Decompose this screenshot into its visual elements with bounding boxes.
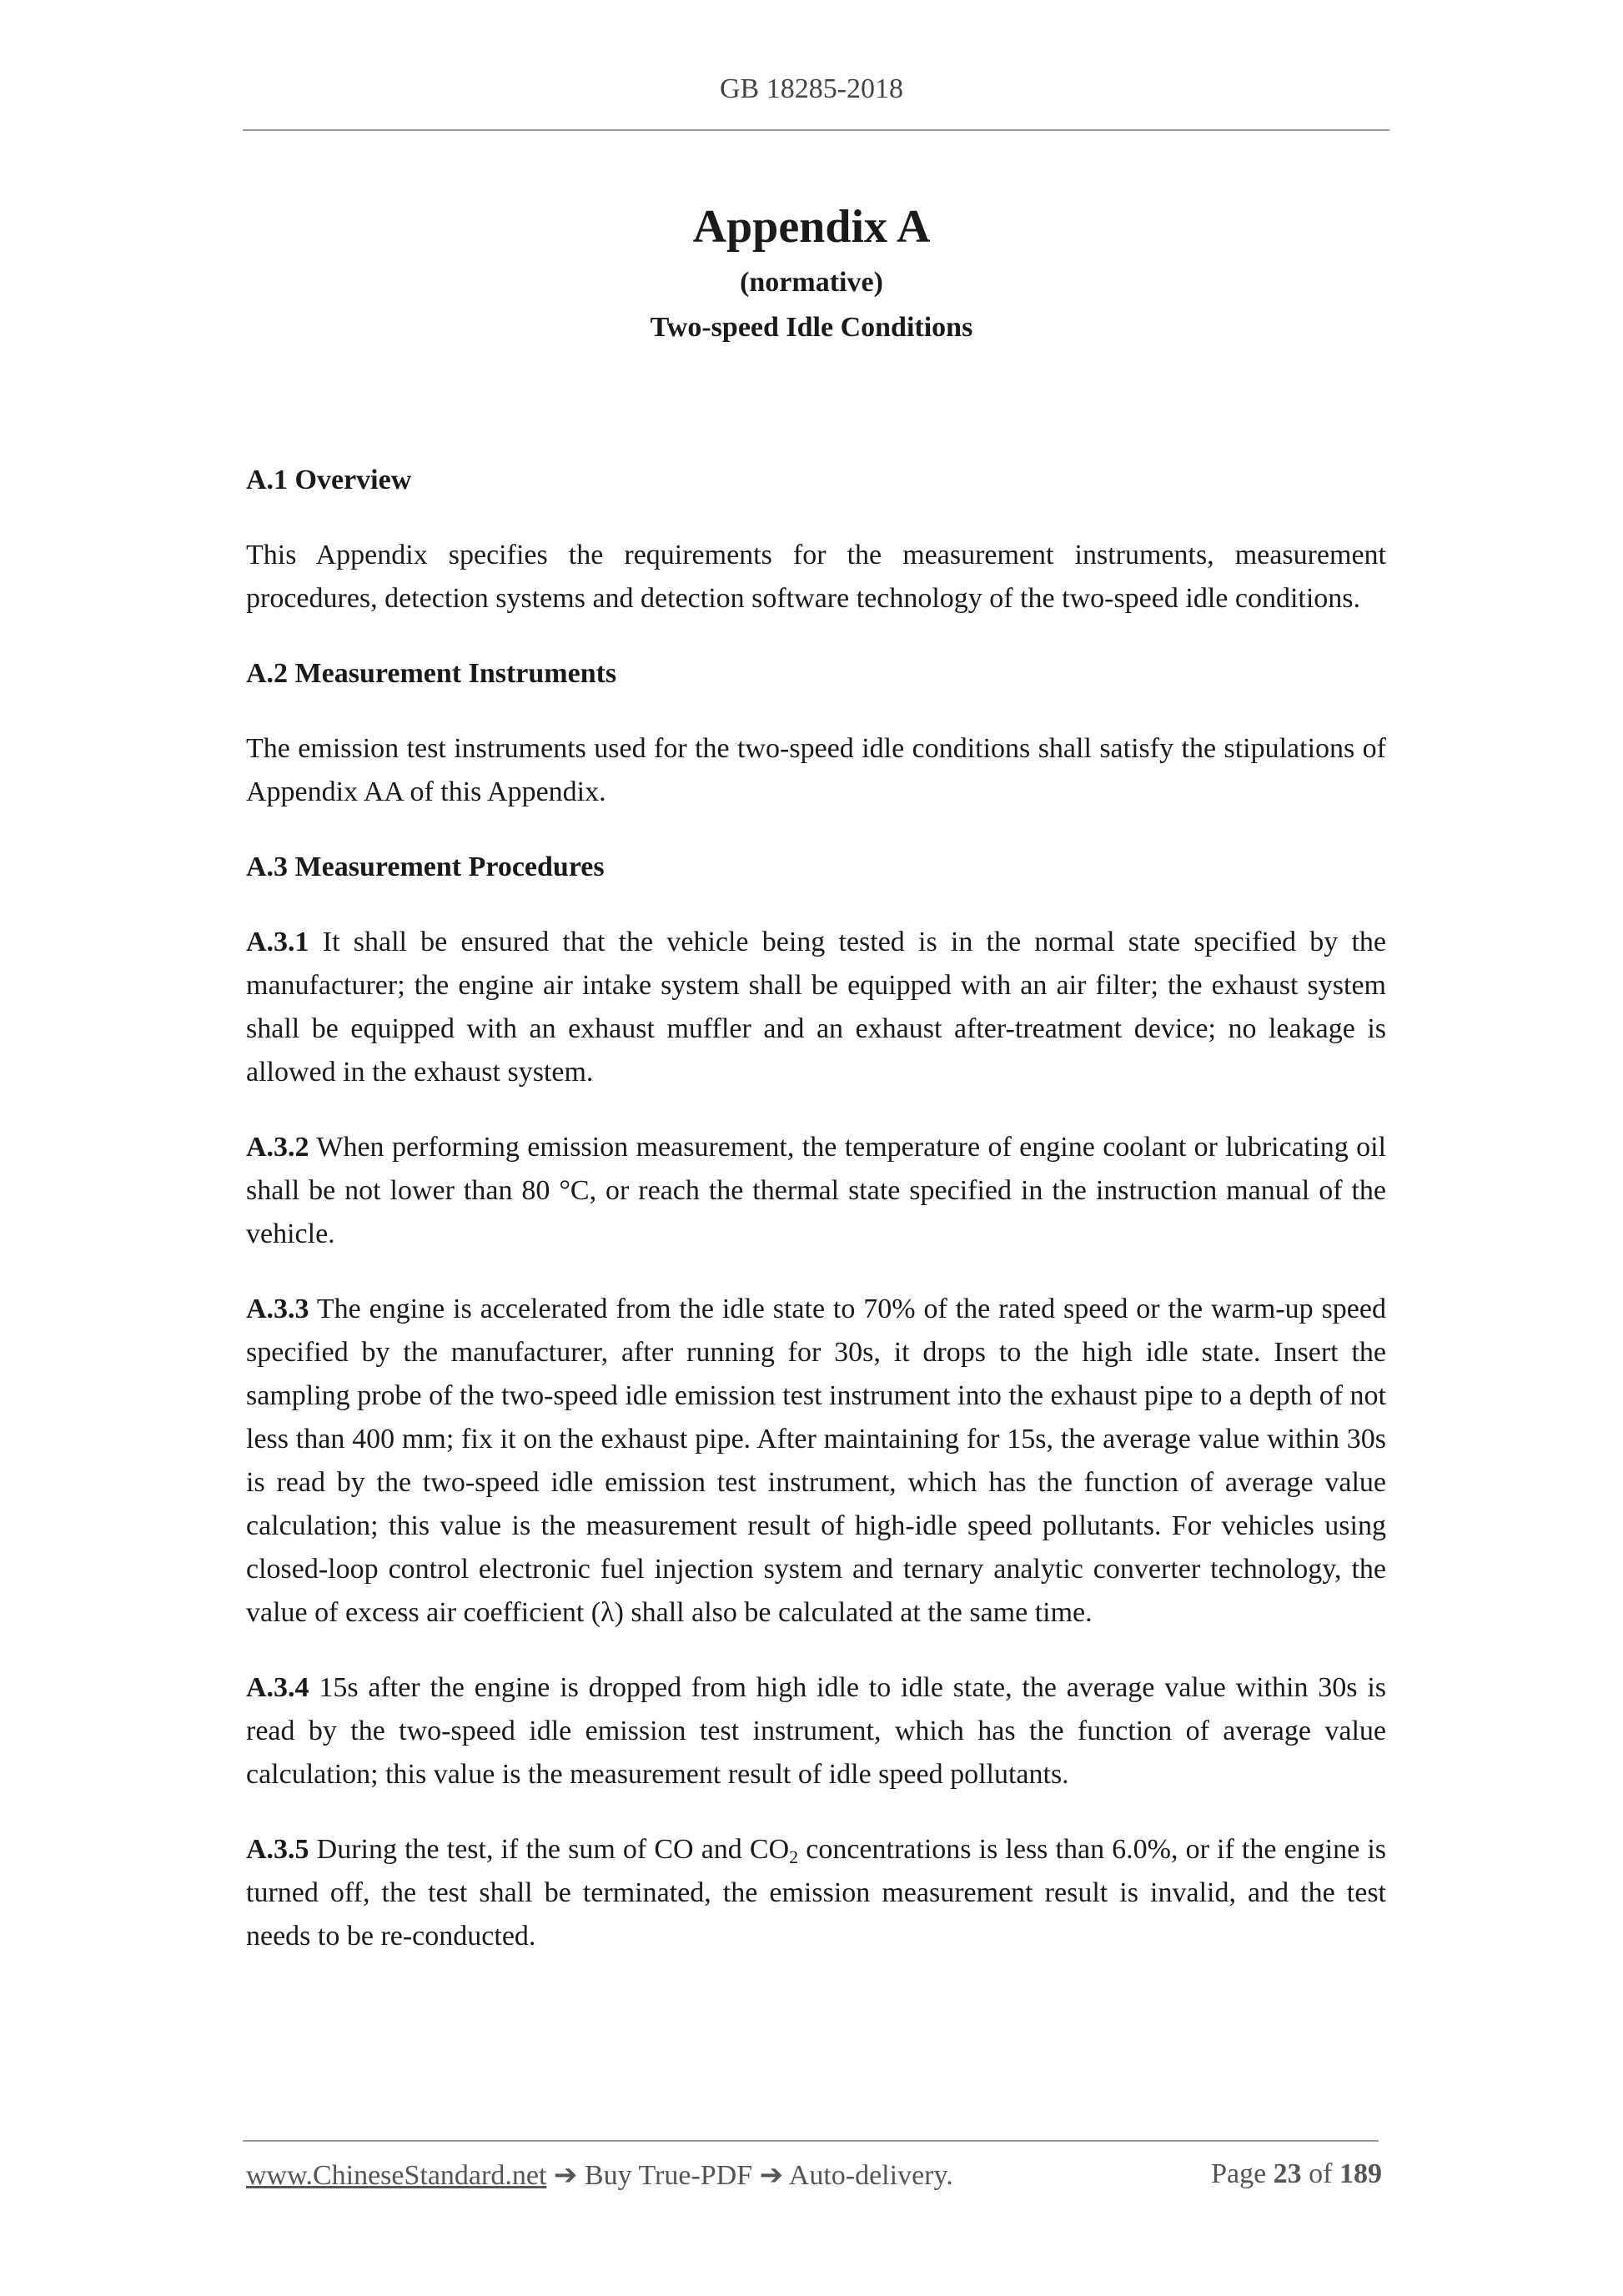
header-divider [243,129,1389,131]
appendix-subtitle: Two-speed Idle Conditions [650,312,973,343]
footer-promo [246,2158,953,2192]
section-heading-a1: A.1 Overview [246,465,412,495]
appendix-type: (normative) [740,267,883,298]
clause-text: 15s after the engine is dropped from high idle to idle state, the average value within 30s is read by the two-speed idle emission test instrument, which has the function of average value calculation; this value is the measurement result of idle speed pollutants. [246,1672,1386,1790]
clause-number: A.3.2 [246,1132,309,1163]
clause-number: A.3.1 [246,927,309,957]
auto-delivery-text: Auto-delivery. [788,2160,953,2191]
clause-number: A.3.4 [246,1672,309,1703]
clause-a3-2 [246,1126,1386,1256]
document-id-header: GB 18285-2018 [719,73,904,104]
arrow-icon: ➔ [553,2160,578,2191]
clause-text: During the test, if the sum of CO and CO [309,1834,790,1865]
page-number: 23 [1273,2158,1302,2189]
clause-number: A.3.5 [246,1834,309,1865]
of-label: of [1309,2158,1333,2189]
title-block [0,193,1623,350]
clause-a3-3 [246,1288,1386,1635]
clause-a3-1 [246,921,1386,1094]
section-a1-paragraph: This Appendix specifies the requirements for the measurement instruments, measurement procedures, detection systems and detection software technology of the two-speed idle conditions. [246,540,1386,614]
subscript-2: 2 [789,1846,799,1867]
website-link[interactable]: www.ChineseStandard.net [246,2160,547,2191]
footer-divider [243,2140,1379,2142]
buy-pdf-text: Buy True-PDF [584,2160,753,2191]
clause-number: A.3.3 [246,1294,309,1324]
section-a2-paragraph: The emission test instruments used for the two-speed idle conditions shall satisfy the stipulations of Appendix AA of this Appendix. [246,733,1386,807]
page-label: Page [1211,2158,1267,2189]
appendix-title: Appendix A [692,201,931,253]
clause-text: concentrations is less than 6.0%, or if the engine is turned off, the test shall be terminated, the emission measurement result is invalid, and the test needs to be re-conducted. [246,1834,1386,1952]
clause-a3-5 [246,1828,1386,1958]
clause-text: When performing emission measurement, the temperature of engine coolant or lubricating oil shall be not lower than 80 °C, or reach the thermal state specified in the instruction manual of the vehicle. [246,1132,1386,1249]
section-heading-a3: A.3 Measurement Procedures [246,852,605,882]
clause-text: It shall be ensured that the vehicle being tested is in the normal state specified by the manufacturer; the engine air intake system shall be equipped with an air filter; the exhaust system shall be equipped with an exhaust muffler and an exhaust after-treatment device; no leakage is allowed in the exhaust system. [246,927,1386,1088]
total-pages: 189 [1339,2158,1382,2189]
section-heading-a2: A.2 Measurement Instruments [246,658,617,689]
clause-a3-4 [246,1666,1386,1796]
arrow-icon: ➔ [759,2160,784,2191]
clause-text: The engine is accelerated from the idle state to 70% of the rated speed or the warm-up speed specified by the manufacturer, after running for 30s, it drops to the high idle state. Insert the sampling probe of the two-speed idle emission test instrument into the exhaust pipe to a depth of not less than 400 mm; fix it on the exhaust pipe. After maintaining for 15s, the average value within 30s is read by the two-speed idle emission test instrument, which has the function of average value calculation; this value is the measurement result of high-idle speed pollutants. For vehicles using closed-loop control electronic fuel injection system and ternary analytic converter technology, the value of excess air coefficient (λ) shall also be calculated at the same time. [246,1294,1386,1628]
document-body [246,459,1386,1990]
page-indicator [1211,2158,1382,2190]
